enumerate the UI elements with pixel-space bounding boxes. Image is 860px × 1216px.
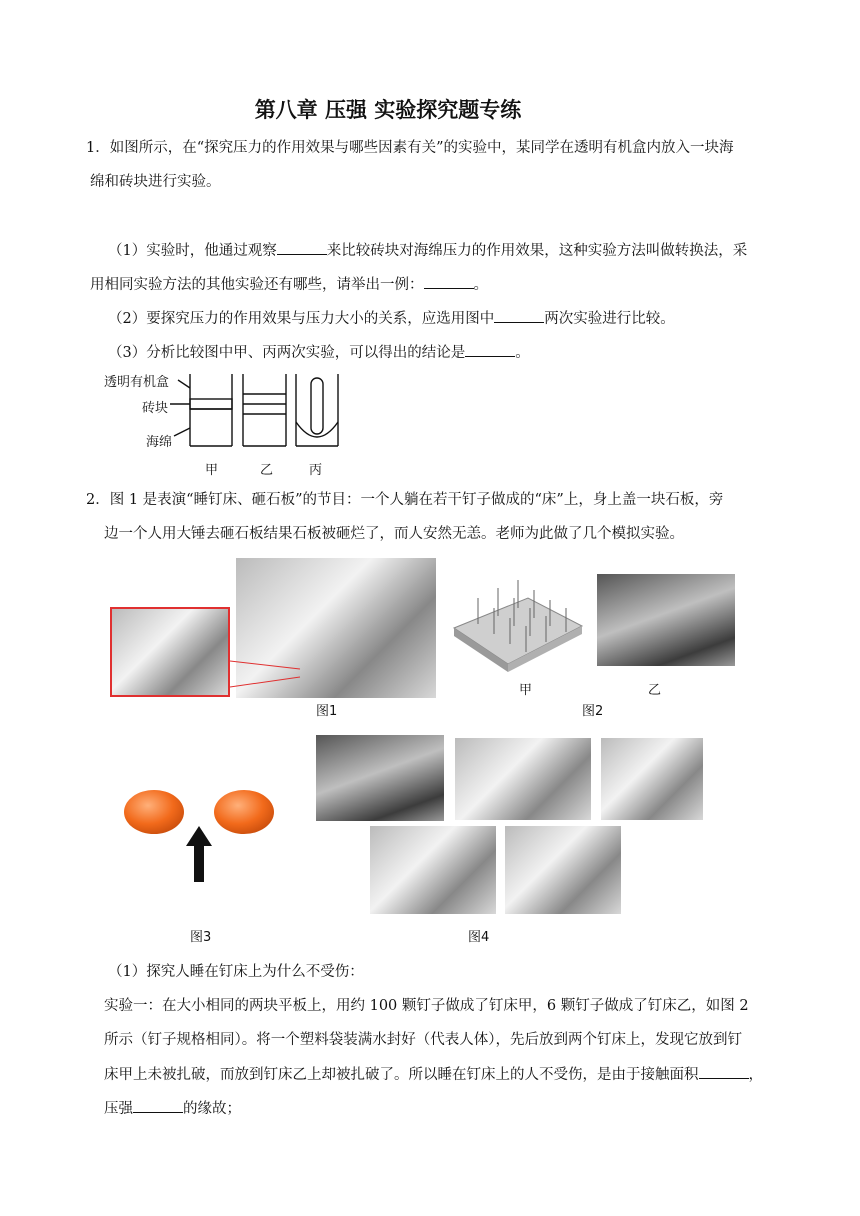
caption-fig1: 图1 <box>316 704 338 719</box>
q1-sub1-text-d: 。 <box>473 277 488 293</box>
q1-sub1-text-b: 来比较砖块对海绵压力的作用效果，这种实验方法叫做转换法，采 <box>326 243 748 259</box>
q2-exp-line4-text-b: 的缘故； <box>183 1101 241 1117</box>
answer-blank[interactable] <box>465 341 515 357</box>
q1-sub1-line1 <box>108 239 747 262</box>
caption-yi: 乙 <box>260 463 274 478</box>
caption-fig4: 图4 <box>468 930 490 945</box>
egg-right <box>214 790 274 834</box>
q2-exp-line3 <box>104 1063 763 1086</box>
q1-sub3 <box>108 341 530 364</box>
q1-stem-line2: 绵和砖块进行实验。 <box>90 174 221 190</box>
q2-exp-line4 <box>104 1097 241 1120</box>
fig1-inset-photo <box>110 607 230 697</box>
q1-sub1-text-c: 用相同实验方法的其他实验还有哪些，请举出一例： <box>90 277 424 293</box>
fig2-nail-bed-yi-photo <box>597 574 735 666</box>
label-sponge: 海绵 <box>146 435 173 450</box>
q1-sub1-text-a: （1）实验时，他通过观察 <box>108 243 277 259</box>
q1-sub1-line2 <box>90 273 488 296</box>
label-brick: 砖块 <box>142 401 169 416</box>
q2-sub1: （1）探究人睡在钉床上为什么不受伤： <box>108 964 364 980</box>
answer-blank[interactable] <box>494 307 544 323</box>
caption-bing: 丙 <box>309 463 323 478</box>
fig1-zoom-lines <box>228 655 308 695</box>
caption-jia: 甲 <box>205 463 219 478</box>
q2-exp-line2: 所示（钉子规格相同）。将一个塑料袋装满水封好（代表人体），先后放到两个钉床上，发现它放到钉 <box>104 1032 742 1048</box>
caption-fig2-yi: 乙 <box>648 683 662 698</box>
fig4-photo-3 <box>601 738 703 820</box>
caption-fig2-jia: 甲 <box>519 683 533 698</box>
page-title: 第八章 压强 实验探究题专练 <box>254 98 522 122</box>
q2-stem-line1: 2．图 1 是表演“睡钉床、砸石板”的节目：一个人躺在若干钉子做成的“床”上，身上盖一块石板，旁 <box>86 492 724 508</box>
q2-exp-line3-text-a: 床甲上未被扎破，而放到钉床乙上却被扎破了。所以睡在钉床上的人不受伤，是由于接触面积 <box>104 1067 699 1083</box>
up-arrow-icon <box>186 826 212 882</box>
fig2-nail-bed-jia <box>448 568 586 678</box>
q1-sub3-text-b: 。 <box>515 345 530 361</box>
caption-fig2: 图2 <box>582 704 604 719</box>
answer-blank[interactable] <box>699 1063 749 1079</box>
fig4-photo-4 <box>370 826 496 914</box>
fig3-eggs-arrow <box>120 786 280 884</box>
q2-stem-line2: 边一个人用大锤去砸石板结果石板被砸烂了，而人安然无恙。老师为此做了几个模拟实验。 <box>104 526 684 542</box>
fig4-photo-1 <box>316 735 444 821</box>
q1-stem-line1: 1．如图所示，在“探究压力的作用效果与哪些因素有关”的实验中，某同学在透明有机盒内放入一块海 <box>86 140 734 156</box>
q1-sub2-text-a: （2）要探究压力的作用效果与压力大小的关系，应选用图中 <box>108 311 495 327</box>
fig4-photo-5 <box>505 826 621 914</box>
egg-left <box>124 790 184 834</box>
label-transparent-box: 透明有机盒 <box>104 375 170 390</box>
answer-blank[interactable] <box>133 1097 183 1113</box>
answer-blank[interactable] <box>277 239 327 255</box>
answer-blank[interactable] <box>424 273 474 289</box>
q1-sub3-text-a: （3）分析比较图中甲、丙两次实验，可以得出的结论是 <box>108 345 466 361</box>
q2-exp-line1: 实验一：在大小相同的两块平板上，用约 100 颗钉子做成了钉床甲，6 颗钉子做成了钉床乙，如图 2 <box>104 998 749 1014</box>
fig4-photo-2 <box>455 738 591 820</box>
q2-exp-line3-text-b: ， <box>748 1067 763 1083</box>
q1-sub2 <box>108 307 675 330</box>
caption-fig3: 图3 <box>190 930 212 945</box>
q1-sub2-text-b: 两次实验进行比较。 <box>544 311 675 327</box>
q2-exp-line4-text-a: 压强 <box>104 1101 133 1117</box>
